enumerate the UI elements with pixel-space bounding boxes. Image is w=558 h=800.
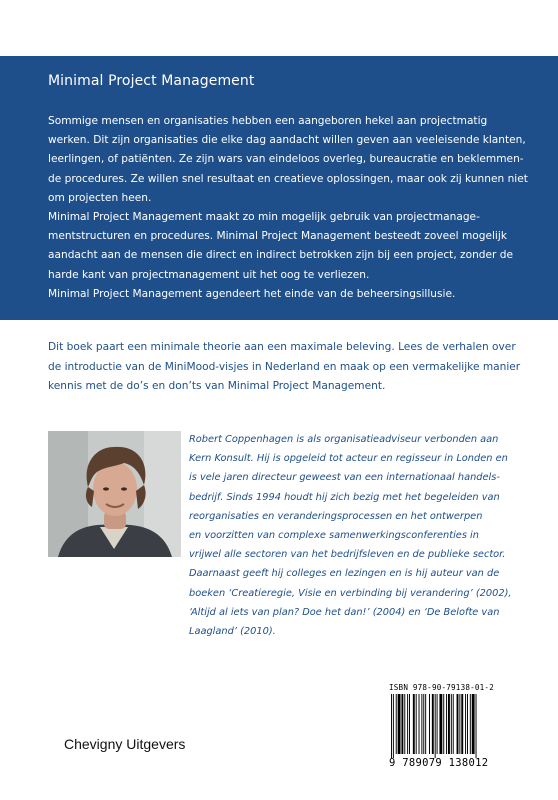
barcode-bar <box>435 694 436 758</box>
barcode-bar <box>432 694 434 754</box>
barcode-bars <box>389 694 511 758</box>
intro-line: de introductie van de MiniMood-visjes in Nederland en maak op een vermakelijke manier <box>48 360 521 373</box>
bio-line: reorganisaties en veranderingsprocessen en het ontwerpen <box>189 510 483 522</box>
barcode-bar <box>451 694 452 754</box>
barcode-bar <box>409 694 410 754</box>
barcode-bar <box>404 694 405 754</box>
bio-line: ‘Altijd al iets van plan? Doe het dan!’ (2004) en ‘De Belofte van <box>189 606 500 618</box>
barcode-bar <box>429 694 430 754</box>
barcode-bar <box>470 694 471 754</box>
ean-digits: 9 789079 138012 <box>389 757 489 769</box>
barcode-bar <box>391 694 392 758</box>
barcode-bar <box>401 694 403 754</box>
barcode-bar <box>413 694 415 754</box>
bio-line: vrijwel alle sectoren van het bedrijfsleven en de publieke sector. <box>189 549 506 561</box>
blurb-line: harde kant van projectmanagement uit het oog te verliezen. <box>48 268 370 281</box>
barcode-bar <box>443 694 444 754</box>
blurb-line: werken. Dit zijn organisaties die elke dag aandacht willen geven aan veeleisende klanten, <box>48 134 526 147</box>
isbn-label: ISBN 978-90-79138-01-2 <box>389 683 494 692</box>
barcode-bar <box>446 694 447 754</box>
barcode-bar <box>407 694 408 754</box>
bio-line: is vele jaren directeur geweest van een internationaal handels- <box>189 472 500 484</box>
blurb-line: om projecten heen. <box>48 191 152 204</box>
barcode-bar <box>439 694 442 754</box>
barcode-bar <box>396 694 397 754</box>
barcode-bar <box>476 694 477 758</box>
intro-line: Dit boek paart een minimale theorie aan een maximale beleving. Lees de verhalen over <box>48 341 516 353</box>
blurb-line: aandacht aan de mensen die direct en indirect betrokken zijn bij een project, zonder de <box>48 249 514 262</box>
barcode-bar <box>398 694 401 754</box>
barcode-bar <box>453 694 454 754</box>
barcode-bar <box>419 694 420 754</box>
bio-line: en voorzitten van complexe samenwerkingsconferenties in <box>189 530 479 542</box>
bio-line: boeken ‘Creatieregie, Visie en verbinding bij verandering’ (2002), <box>189 587 512 599</box>
blurb-line: leerlingen, of patiënten. Ze zijn wars van eindeloos overleg, bureaucratie en beklemmen- <box>48 153 524 166</box>
intro-text <box>48 338 521 397</box>
barcode-bar <box>437 694 438 754</box>
barcode-bar <box>461 694 463 754</box>
barcode-bar <box>423 694 424 754</box>
barcode-bar <box>467 694 468 754</box>
author-photo <box>48 431 181 557</box>
barcode-bar <box>416 694 417 754</box>
barcode-bar <box>457 694 459 754</box>
isbn-barcode <box>389 683 511 773</box>
author-bio <box>189 430 519 641</box>
barcode-bar <box>425 694 426 754</box>
bio-line: Robert Coppenhagen is als organisatieadviseur verbonden aan <box>189 434 499 445</box>
blurb-line: Minimal Project Management maakt zo min mogelijk gebruik van projectmanage- <box>48 211 480 224</box>
intro-line: kennis met de do’s en don’ts van Minimal Project Management. <box>48 380 386 393</box>
bio-line: Laagland’ (2010). <box>189 626 276 638</box>
blurb-line: Minimal Project Management agendeert het einde van de beheersingsillusie. <box>48 287 456 300</box>
publisher-name: Chevigny Uitgevers <box>64 736 186 752</box>
bio-line: Kern Konsult. Hij is opgeleid tot acteur en regisseur in Londen en <box>189 453 508 465</box>
barcode-bar <box>465 694 466 754</box>
blurb-line: mentstructuren en procedures. Minimal Project Management besteedt zoveel mogelijk <box>48 230 507 243</box>
blurb-text <box>48 112 528 304</box>
blurb-line: Sommige mensen en organisaties hebben een aangeboren hekel aan projectmatig <box>48 115 488 127</box>
barcode-bar <box>448 694 450 754</box>
book-title: Minimal Project Management <box>48 73 255 89</box>
barcode-bar <box>459 694 460 754</box>
barcode-bar <box>393 694 394 758</box>
bio-line: bedrijf. Sinds 1994 houdt hij zich bezig met het begeleiden van <box>189 491 500 503</box>
bio-line: Daarnaast geeft hij colleges en lezingen en is hij auteur van de <box>189 568 500 580</box>
blurb-panel <box>0 56 558 320</box>
blurb-line: de procedures. Ze willen snel resultaat en creatieve oplossingen, maar ook zij kunnen niet <box>48 172 528 185</box>
barcode-bar <box>421 694 422 754</box>
barcode-bar <box>472 694 475 754</box>
